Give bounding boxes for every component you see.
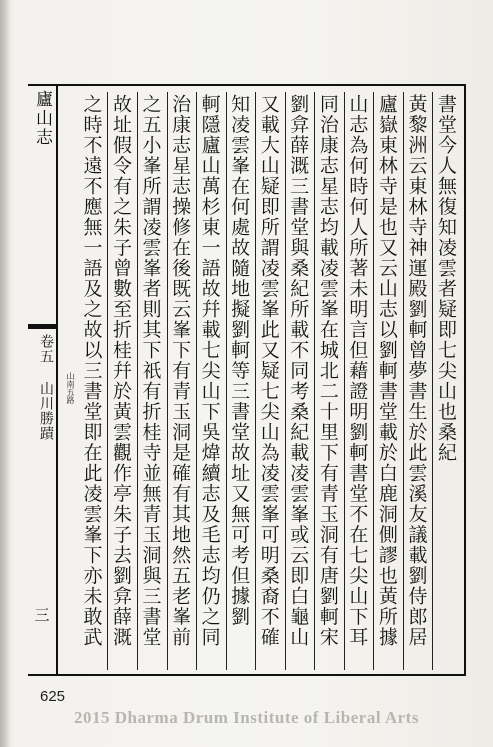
page-edge-shadow [0,0,10,747]
text-column-8: 知凌雲峯在何處故隨地擬劉軻等三書堂故址又無可考但據劉 [226,92,256,670]
text-column-11: 之五小峯所謂凌雲峯者則其下祇有折桂寺並無青玉洞與三書堂 [137,92,167,670]
page-number: 625 [40,688,66,705]
text-column-13: 之時不遠不應無一語及之故以三書堂即在此凌雲峯下亦未敢武 [80,94,103,648]
text-column-3: 廬嶽東林寺是也又云山志以劉軻書堂載於白鹿洞側謬也黃所據 [373,92,403,670]
text-columns [78,92,462,670]
text-column-12: 故址假令有之朱子曾數至折桂幷於黃雲觀作亭朱子去劉弇薛溉 [107,92,137,670]
spine-black-band [28,324,56,329]
text-column-4: 山志為何時何人所著未明言但藉證明劉軻書堂不在七尖山下耳 [344,92,374,670]
text-column-9: 軻隱廬山萬杉東一語故幷載七尖山下吳煒續志及毛志均仍之同 [196,92,226,670]
side-note: 山南五路 [66,372,75,404]
book-spine [28,84,58,676]
text-column-10: 治康志星志操修在後既云峯下有青玉洞是確有其地然五老峯前 [167,92,197,670]
spine-title: 廬山志 [32,90,52,147]
text-column-1: 書堂今人無復知凌雲者疑即七尖山也桑紀 [432,92,462,670]
text-column-6: 劉弇薛溉三書堂與桑紀所載不同考桑紀載凌雲峯或云即白龜山 [285,92,315,670]
text-column-7: 又載大山疑即所謂凌雲峯此又疑七尖山為凌雲峯可明桑裔不確 [255,92,285,670]
spine-section: 卷五 山川勝蹟 [38,334,54,441]
watermark: 2015 Dharma Drum Institute of Liberal Arts [74,708,419,727]
spine-leaf-number: 三 [34,606,50,624]
text-column-5: 同治康志星志均載凌雲峯在城北二十里下有青玉洞有唐劉軻宋 [314,92,344,670]
text-column-2: 黃黎洲云東林寺神運殿劉軻曾夢書生於此雲溪友議載劉侍郎居 [403,92,433,670]
